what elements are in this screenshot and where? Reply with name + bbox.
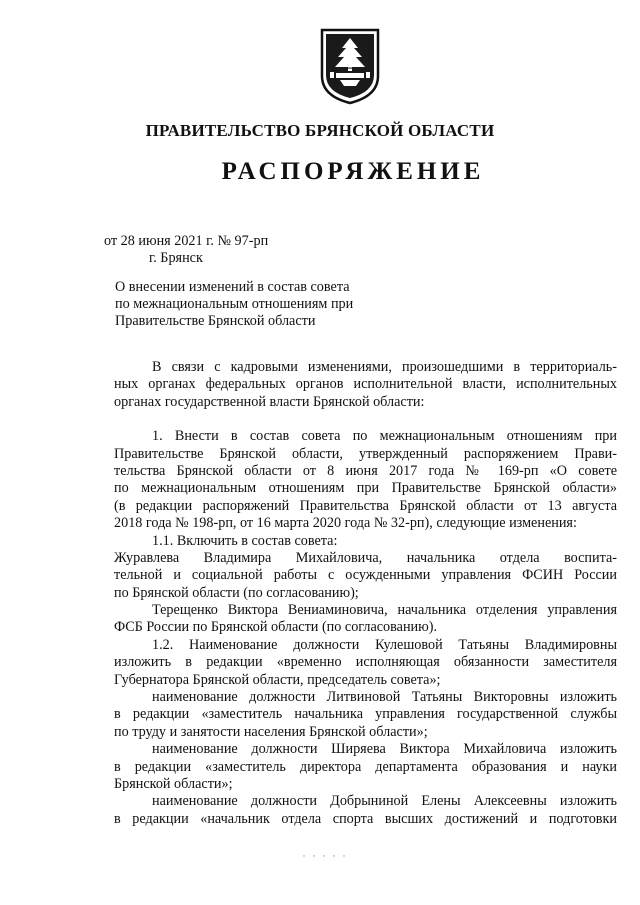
body-line: 1.1. Включить в состав совета: — [152, 532, 338, 549]
body-line: Терещенко Виктора Вениаминовича, начальника отделения управления — [152, 602, 617, 619]
scan-artifact — [300, 853, 360, 859]
body-line: ФСБ России по Брянской области (по согласованию). — [114, 619, 438, 636]
body-line: в редакции «заместитель директора департамента образования и науки — [114, 758, 617, 775]
body-line: тельства Брянской области от 8 июня 2017 года № 169-рп «О совете — [114, 462, 617, 479]
document-date-number: от 28 июня 2021 г. № 97-рп — [104, 233, 269, 249]
subject-line: по межнациональным отношениям при — [115, 296, 354, 312]
body-line: по труду и занятости населения Брянской области»; — [114, 723, 428, 740]
body-line: 1.2. Наименование должности Кулешовой Татьяны Владимировны — [152, 636, 617, 653]
body-line: Брянской области»; — [114, 775, 233, 792]
document-body — [114, 359, 617, 828]
body-line: (в редакции распоряжений Правительства Брянской области от 13 августа — [114, 497, 617, 514]
paragraph-gap — [114, 411, 617, 428]
body-line: ных органах федеральных органов исполнительной власти, исполнительных — [114, 376, 617, 393]
coat-of-arms-icon — [318, 26, 382, 106]
body-line: тельной и социальной работы с осужденными управления ФСИН России — [114, 567, 617, 584]
body-line: наименование должности Добрыниной Елены Алексеевны изложить — [152, 793, 617, 810]
body-line: в редакции «начальник отдела спорта высших достижений и подготовки — [114, 810, 617, 827]
organization-name: ПРАВИТЕЛЬСТВО БРЯНСКОЙ ОБЛАСТИ — [145, 121, 495, 140]
body-line: Губернатора Брянской области, председатель совета»; — [114, 671, 441, 688]
body-line: по межнациональным отношениям при Правительстве Брянской области» — [114, 480, 617, 497]
body-line: органах государственной власти Брянской области: — [114, 393, 425, 410]
body-line: 2018 года № 198-рп, от 16 марта 2020 года № 32-рп), следующие изменения: — [114, 515, 577, 532]
document-city: г. Брянск — [149, 250, 203, 266]
document-type-title: РАСПОРЯЖЕНИЕ — [221, 158, 485, 185]
subject-line: Правительстве Брянской области — [115, 313, 316, 329]
body-line: наименование должности Ширяева Виктора Михайловича изложить — [152, 741, 617, 758]
document-subject — [115, 279, 353, 330]
body-line: изложить в редакции «временно исполняющая обязанности заместителя — [114, 654, 617, 671]
body-line: наименование должности Литвиновой Татьяны Викторовны изложить — [152, 689, 617, 706]
body-line: Журавлева Владимира Михайловича, начальника отдела воспита- — [114, 549, 617, 566]
body-line: 1. Внести в состав совета по межнациональным отношениям при — [152, 428, 617, 445]
body-line: Правительстве Брянской области, утвержденный распоряжением Прави- — [114, 445, 617, 462]
body-line: в редакции «заместитель начальника управления государственной службы — [114, 706, 617, 723]
subject-line: О внесении изменений в состав совета — [115, 279, 350, 295]
body-line: по Брянской области (по согласованию); — [114, 584, 359, 601]
body-line: В связи с кадровыми изменениями, произошедшими в территориаль- — [152, 359, 617, 375]
